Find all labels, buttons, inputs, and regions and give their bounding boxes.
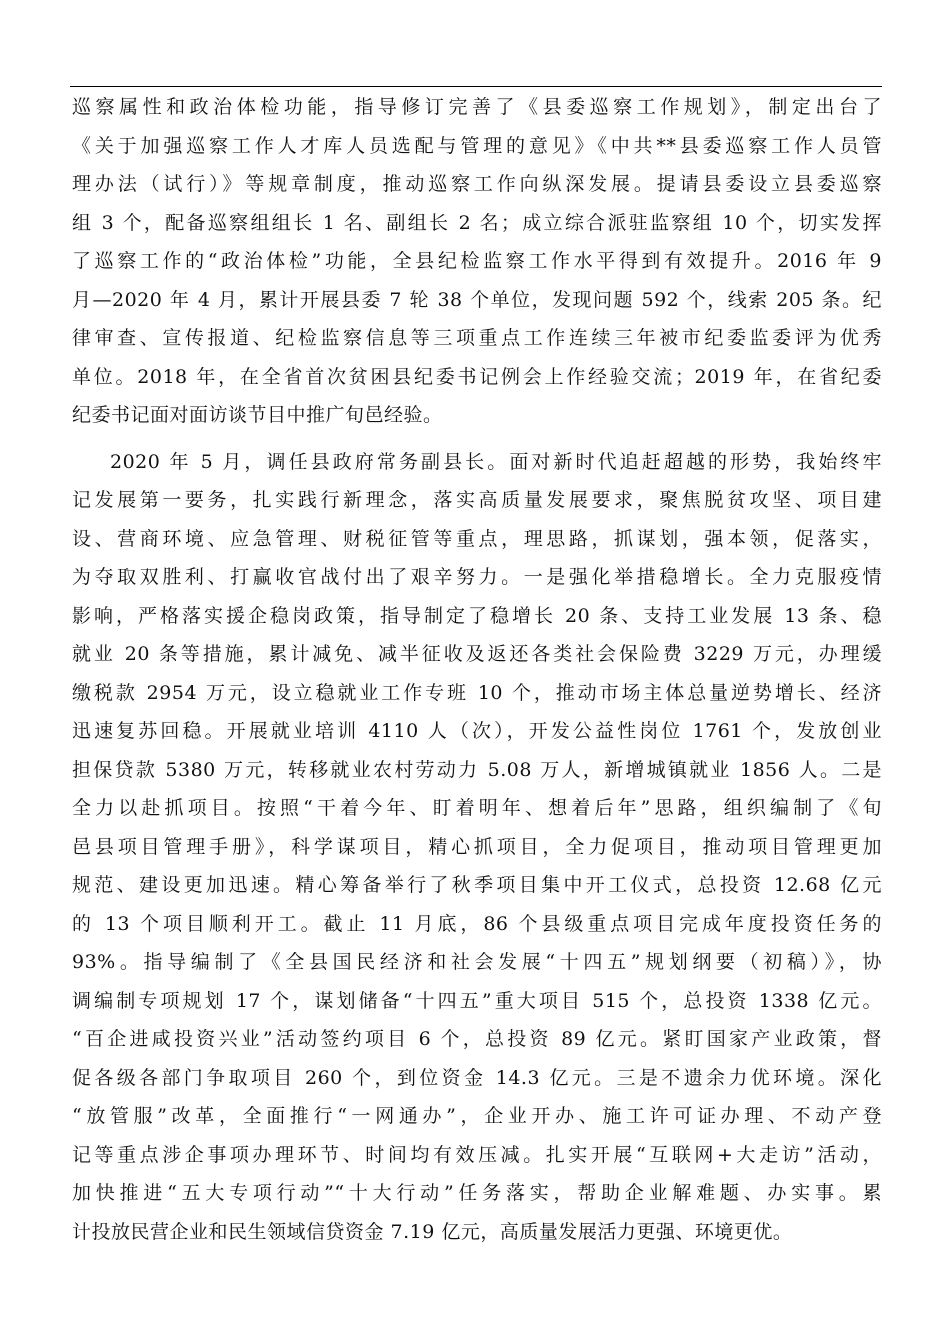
text-line: 设、营商环境、应急管理、财税征管等重点，理思路，抓谋划，强本领，促落实， [72,527,882,550]
text-line: 加快推进“五大专项行动”“十大行动”任务落实，帮助企业解难题、办实事。累 [72,1182,882,1204]
text-line: 单位。2018 年，在全省首次贫困县纪委书记例会上作经验交流；2019 年，在省纪委 [72,365,882,388]
text-line: 就业 20 条等措施，累计减免、减半征收及返还各类社会保险费 3229 万元，办理缓 [72,643,882,665]
text-line: 纪委书记面对面访谈节目中推广旬邑经验。 [72,404,443,426]
text-line: 邑县项目管理手册》，科学谋项目，精心抓项目，全力促项目，推动项目管理更加 [72,835,882,858]
body-text [72,88,882,1251]
text-line: 担保贷款 5380 万元，转移就业农村劳动力 5.08 万人，新增城镇就业 1856 人。二是 [72,758,882,781]
text-line: 迅速复苏回稳。开展就业培训 4110 人（次），开发公益性岗位 1761 个，发放创业 [72,720,882,742]
text-line: 规范、建设更加迅速。精心筹备举行了秋季项目集中开工仪式，总投资 12.68 亿元 [72,874,882,896]
text-line: 月—2020 年 4 月，累计开展县委 7 轮 38 个单位，发现问题 592 个，线索 205 条。纪 [72,288,882,311]
text-line: 缴税款 2954 万元，设立稳就业工作专班 10 个，推动市场主体总量逆势增长、经济 [72,681,882,704]
text-line: 理办法（试行）》等规章制度，推动巡察工作向纵深发展。提请县委设立县委巡察 [72,173,882,195]
text-line: 的 13 个项目顺利开工。截止 11 月底，86 个县级重点项目完成年度投资任务的 [72,912,882,935]
paragraph [72,443,882,1252]
paragraph [72,88,882,435]
header-rule [70,86,882,87]
text-line: 全力以赴抓项目。按照“干着今年、盯着明年、想着后年”思路，组织编制了《旬 [72,797,882,819]
text-line: 计投放民营企业和民生领域信贷资金 7.19 亿元，高质量发展活力更强、环境更优。 [72,1220,793,1243]
paragraph-gap [72,435,882,443]
text-line: 为夺取双胜利、打赢收官战付出了艰辛努力。一是强化举措稳增长。全力克服疫情 [72,566,882,588]
text-line: 记等重点涉企事项办理环节、时间均有效压减。扎实开展“互联网+大走访”活动， [72,1143,882,1166]
text-line: 促各级各部门争取项目 260 个，到位资金 14.3 亿元。三是不遗余力优环境。深化 [72,1066,882,1089]
text-line: 影响，严格落实援企稳岗政策，指导制定了稳增长 20 条、支持工业发展 13 条、稳 [72,604,882,627]
text-line: 《关于加强巡察工作人才库人员选配与管理的意见》《中共**县委巡察工作人员管 [72,134,882,157]
text-line: 调编制专项规划 17 个，谋划储备“十四五”重大项目 515 个，总投资 1338 亿元。 [72,989,882,1012]
text-line: 组 3 个，配备巡察组组长 1 名、副组长 2 名；成立综合派驻监察组 10 个，切实发挥 [72,211,882,234]
text-line: “百企进咸投资兴业”活动签约项目 6 个，总投资 89 亿元。紧盯国家产业政策，督 [72,1028,882,1050]
text-line: “放管服”改革，全面推行“一网通办”，企业开办、施工许可证办理、不动产登 [72,1105,882,1127]
text-line: 律审查、宣传报道、纪检监察信息等三项重点工作连续三年被市纪委监委评为优秀 [72,327,882,349]
text-line: 了巡察工作的“政治体检”功能，全县纪检监察工作水平得到有效提升。2016 年 9 [72,250,882,272]
text-line: 2020 年 5 月，调任县政府常务副县长。面对新时代追赶超越的形势，我始终牢 [110,450,882,473]
text-line: 93%。指导编制了《全县国民经济和社会发展“十四五”规划纲要（初稿）》，协 [72,951,882,973]
text-line: 记发展第一要务，扎实践行新理念，落实高质量发展要求，聚焦脱贫攻坚、项目建 [72,489,882,511]
text-line: 巡察属性和政治体检功能，指导修订完善了《县委巡察工作规划》，制定出台了 [72,96,882,118]
